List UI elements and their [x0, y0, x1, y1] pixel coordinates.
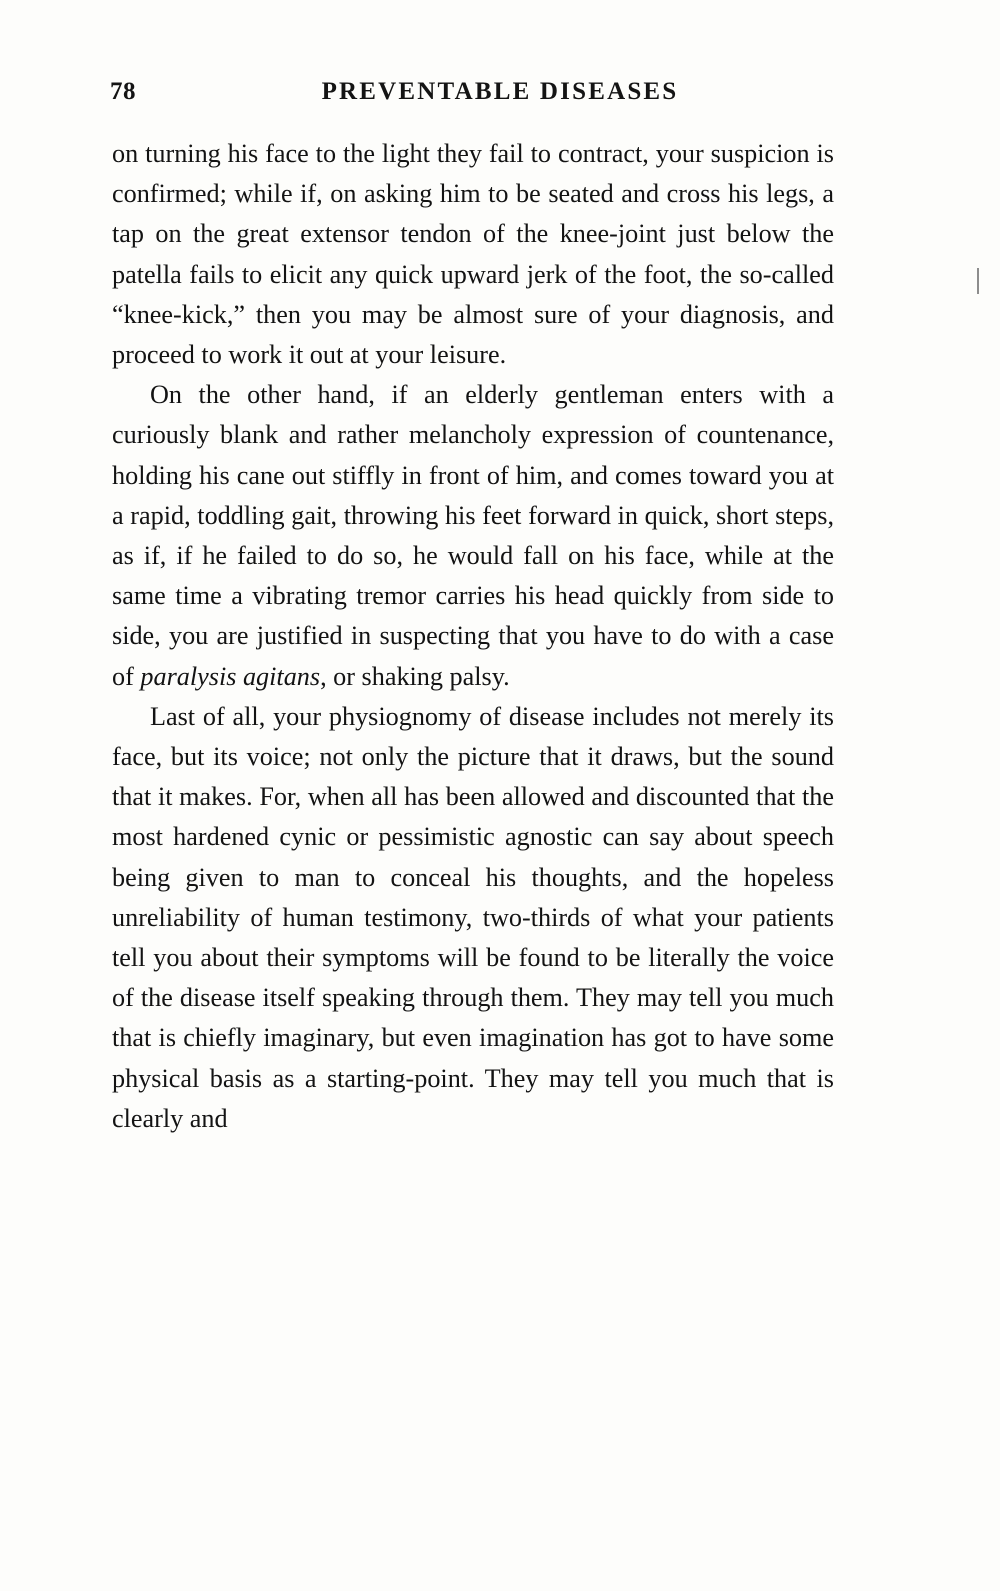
body-text [112, 134, 834, 1139]
paragraph-2-part-b: , or shaking palsy. [320, 661, 510, 691]
paragraph-3: Last of all, your physiognomy of disease includes not merely its face, but its voice; not only the picture that it draws, but the sound that it makes. For, when all has been allowed and discounted that the most hardened cynic or pessimistic agnostic can say about speech being given to man to conceal his thoughts, and the hopeless unreliability of human testimony, two-thirds of what your patients tell you about their symptoms will be found to be literally the voice of the disease itself speaking through them. They may tell you much that is chiefly imaginary, but even imagination has got to have some physical basis as a starting-point. They may tell you much that is clearly and [112, 701, 834, 1133]
paragraph-1: on turning his face to the light they fail to contract, your suspicion is confirmed; while if, on asking him to be seated and cross his legs, a tap on the great extensor tendon of the knee-joint just below the patella fails to elicit any quick upward jerk of the foot, the so-called “knee-kick,” then you may be almost sure of your diagnosis, and proceed to work it out at your leisure. [112, 139, 834, 370]
italic-term-paralysis-agitans: paralysis agitans [140, 661, 321, 691]
page-header [110, 78, 890, 112]
margin-rule-mark [977, 268, 979, 294]
paragraph-2 [112, 375, 834, 697]
page-number: 78 [110, 78, 136, 105]
paragraph-2-part-a: On the other hand, if an elderly gentleman enters with a curiously blank and rather melancholy expression of countenance, holding his cane out stiffly in front of him, and comes toward you at a rapid, toddling gait, throwing his feet forward in quick, short steps, as if, if he failed to do so, he would fall on his face, while at the same time a vibrating tremor carries his head quickly from side to side, you are justified in suspecting that you have to do with a case of [112, 380, 834, 691]
running-head: PREVENTABLE DISEASES [321, 78, 679, 105]
